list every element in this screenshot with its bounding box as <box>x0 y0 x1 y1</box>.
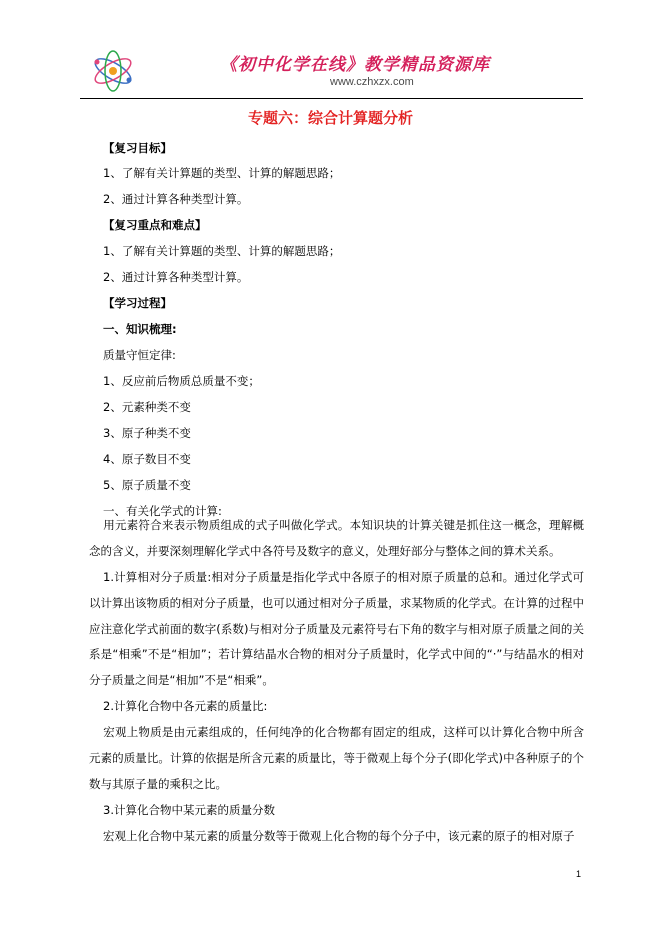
page-header <box>80 46 583 98</box>
item3-text: 宏观上化合物中某元素的质量分数等于微观上化合物的每个分子中，该元素的原子的相对原子 <box>103 829 575 843</box>
conservation-item: 1、反应前后物质总质量不变； <box>103 374 260 388</box>
process-heading: 【学习过程】 <box>103 296 172 310</box>
item3-heading: 3.计算化合物中某元素的质量分数 <box>103 803 275 817</box>
item3-paragraph <box>89 824 584 850</box>
review-goal-item: 1、了解有关计算题的类型、计算的解题思路； <box>103 166 341 180</box>
conservation-item: 3、原子种类不变 <box>103 426 191 440</box>
key-point-item: 2、通过计算各种类型计算。 <box>103 270 249 284</box>
banner-url: www.czhxzx.com <box>330 76 414 88</box>
item1-paragraph <box>89 565 584 694</box>
review-goal-item: 2、通过计算各种类型计算。 <box>103 192 249 206</box>
item3-heading-line <box>89 798 584 824</box>
conservation-item: 4、原子数目不变 <box>103 452 191 466</box>
conservation-item: 2、元素种类不变 <box>103 400 191 414</box>
header-divider <box>80 98 583 99</box>
item2-heading: 2.计算化合物中各元素的质量比: <box>103 699 268 713</box>
knowledge-heading: 一、知识梳理: <box>103 322 177 336</box>
formula-intro-text: 用元素符合来表示物质组成的式子叫做化学式。本知识块的计算关键是抓住这一概念，理解概念的含义，并要深刻理解化学式中各符号及数字的意义，处理好部分与整体之间的算术关系。 <box>89 518 584 558</box>
review-goals-heading: 【复习目标】 <box>103 141 172 155</box>
document-title: 专题六：综合计算题分析 <box>247 109 413 127</box>
conservation-law: 质量守恒定律: <box>103 348 176 362</box>
conservation-item: 5、原子质量不变 <box>103 478 191 492</box>
formula-intro-paragraph <box>89 513 584 565</box>
item1-heading: 1.计算相对分子质量: <box>103 570 212 584</box>
formula-calc-heading: 一、有关化学式的计算: <box>103 504 222 518</box>
item2-paragraph <box>89 720 584 797</box>
atom-logo-icon <box>88 48 138 94</box>
item2-heading-line <box>89 694 584 720</box>
banner-title: 《初中化学在线》教学精品资源库 <box>220 55 490 75</box>
key-points-heading: 【复习重点和难点】 <box>103 218 207 232</box>
key-point-item: 1、了解有关计算题的类型、计算的解题思路； <box>103 244 341 258</box>
item2-text: 宏观上物质是由元素组成的，任何纯净的化合物都有固定的组成，这样可以计算化合物中所含元素的质量比。计算的依据是所含元素的质量比，等于微观上每个分子(即化学式)中各种原子的个数与其原子量的乘积之比。 <box>89 725 584 791</box>
page-number: 1 <box>576 869 582 879</box>
item1-text: 相对分子质量是指化学式中各原子的相对原子质量的总和。通过化学式可以计算出该物质的相对分子质量，也可以通过相对分子质量，求某物质的化学式。在计算的过程中应注意化学式前面的数字(系数)与相对分子质量及元素符号右下角的数字与相对原子质量之间的关系是“相乘”不是“相加”；若计算结晶水合物的相对分子质量时，化学式中间的“·”与结晶水的相对分子质量之间是“相加”不是“相乘”。 <box>89 570 584 688</box>
